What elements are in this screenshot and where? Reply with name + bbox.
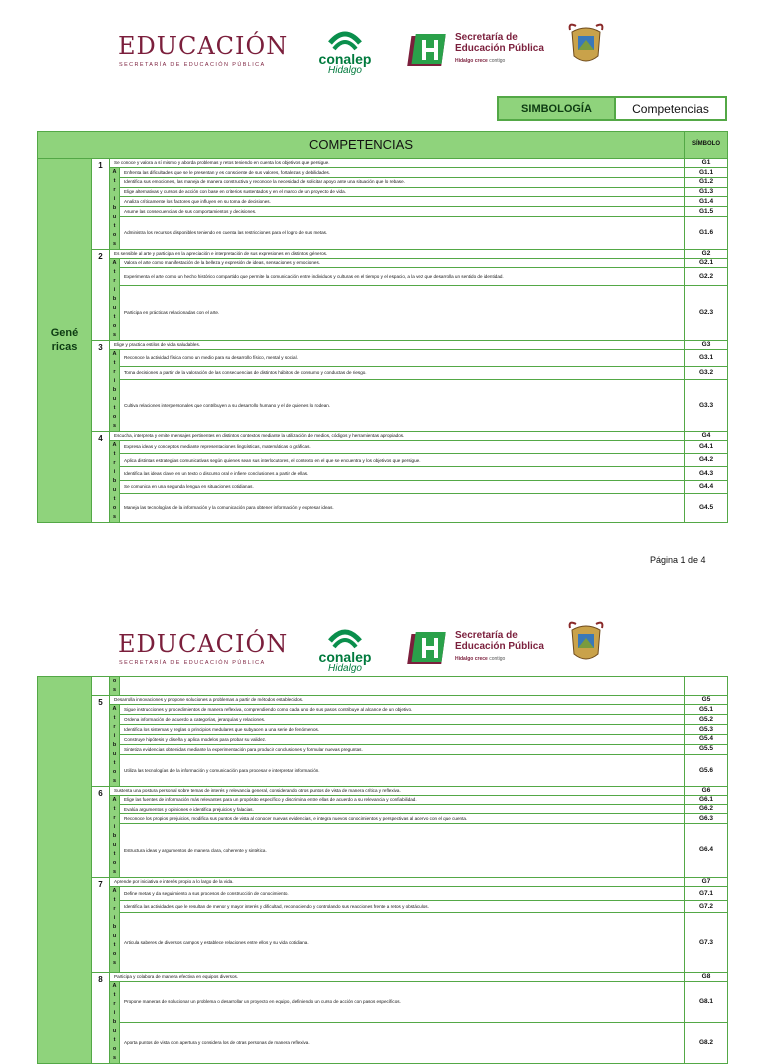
attribute-symbol: G2.2 bbox=[685, 268, 728, 285]
attribute-text: Reconoce los propios prejuicios, modifica sus puntos de vista al conocer nuevas evidencias, e integra nuevos conocimientos y perspectivas al acervo con el que cuenta. bbox=[120, 814, 685, 823]
attribute-row bbox=[38, 480, 728, 493]
attribute-text: Identifica las ideas clave en un texto o discurso oral e infiere conclusiones a partir de ellas. bbox=[120, 467, 685, 480]
conalep-name: conalep bbox=[318, 51, 372, 67]
competency-text: Desarrolla innovaciones y propone soluciones a problemas a partir de métodos establecidos. bbox=[110, 696, 685, 705]
attributes-label: A t r i b u t o s bbox=[110, 259, 120, 341]
competency-symbol: G4 bbox=[685, 432, 728, 441]
attribute-symbol: G1.4 bbox=[685, 197, 728, 207]
competency-symbol: G5 bbox=[685, 696, 728, 705]
attribute-row bbox=[38, 350, 728, 367]
sep-hidalgo-title bbox=[455, 630, 544, 652]
category-cell: Gené ricas bbox=[38, 159, 92, 523]
competency-row bbox=[38, 341, 728, 350]
attribute-text: Elige alternativas y cursos de acción con base en criterios sustentados y en el marco de un proyecto de vida. bbox=[120, 187, 685, 197]
conalep-emblem-icon bbox=[312, 25, 378, 53]
attribute-text: Identifica sus emociones, las maneja de manera constructiva y reconoce la necesidad de solicitar apoyo ante una situación que lo rebase. bbox=[120, 177, 685, 187]
attributes-label: A t r i b u t o s bbox=[110, 441, 120, 523]
attribute-symbol: G3.3 bbox=[685, 380, 728, 432]
attribute-symbol: G4.5 bbox=[685, 493, 728, 522]
attribute-text: Analiza críticamente los factores que influyen en su toma de decisiones. bbox=[120, 197, 685, 207]
attribute-text: Experimenta el arte como un hecho histórico compartido que permite la comunicación entre individuos y culturas en el tiempo y el espacio, a la vez que desarrolla un sentido de identidad. bbox=[120, 268, 685, 285]
attribute-text: Define metas y da seguimiento a sus procesos de construcción de conocimiento. bbox=[120, 887, 685, 901]
attribute-symbol: G5.6 bbox=[685, 754, 728, 786]
empty-num-cell bbox=[92, 677, 110, 696]
attribute-symbol: G7.3 bbox=[685, 913, 728, 973]
competency-number: 8 bbox=[92, 973, 110, 1064]
attribute-text: Toma decisiones a partir de la valoración de las consecuencias de distintos hábitos de consumo y conductas de riesgo. bbox=[120, 367, 685, 380]
attribute-symbol: G4.3 bbox=[685, 467, 728, 480]
competency-text: Se conoce y valora a sí mismo y aborda problemas y retos teniendo en cuenta los objetivos que persigue. bbox=[110, 159, 685, 168]
attributes-label-carryover: o s bbox=[110, 677, 120, 696]
symbology-box bbox=[497, 96, 727, 121]
competency-number: 2 bbox=[92, 250, 110, 341]
attribute-row bbox=[38, 724, 728, 734]
attribute-text: Sigue instrucciones y procedimientos de manera reflexiva, comprendiendo como cada uno de sus pasos contribuye al alcance de un objetivo. bbox=[120, 705, 685, 715]
attribute-symbol: G4.2 bbox=[685, 454, 728, 467]
attribute-symbol: G6.4 bbox=[685, 823, 728, 877]
attribute-symbol: G2.3 bbox=[685, 285, 728, 340]
competency-symbol: G1 bbox=[685, 159, 728, 168]
attribute-text: Valora el arte como manifestación de la belleza y expresión de ideas, sensaciones y emociones. bbox=[120, 259, 685, 268]
attribute-text: Enfrenta las dificultades que se le presentan y es consciente de sus valores, fortalezas y debilidades. bbox=[120, 168, 685, 178]
attribute-row bbox=[38, 887, 728, 901]
attribute-row bbox=[38, 197, 728, 207]
competency-symbol: G3 bbox=[685, 341, 728, 350]
sep-slogan bbox=[455, 656, 505, 662]
sep-title-line-1: Secretaría de bbox=[455, 32, 518, 43]
attribute-row bbox=[38, 814, 728, 823]
attribute-symbol: G1.2 bbox=[685, 177, 728, 187]
attribute-row bbox=[38, 493, 728, 522]
attributes-label: A t r i b u t o s bbox=[110, 705, 120, 787]
attribute-symbol: G5.1 bbox=[685, 705, 728, 715]
attributes-label: A t r i b u t o s bbox=[110, 982, 120, 1064]
attribute-symbol: G1.6 bbox=[685, 217, 728, 250]
carryover-row bbox=[38, 677, 728, 696]
slogan-b: contigo bbox=[489, 656, 506, 662]
category-cell bbox=[38, 677, 92, 1064]
attribute-symbol: G5.3 bbox=[685, 724, 728, 734]
competency-row bbox=[38, 787, 728, 796]
attribute-symbol: G5.4 bbox=[685, 734, 728, 744]
sep-slogan bbox=[455, 58, 505, 64]
slogan-a: Hidalgo crece bbox=[455, 58, 488, 64]
attribute-text: Participa en prácticas relacionadas con el arte. bbox=[120, 285, 685, 340]
competency-text: Participa y colabora de manera efectiva en equipos diversos. bbox=[110, 973, 685, 982]
conalep-name: conalep bbox=[318, 649, 372, 665]
hidalgo-h-logo-icon bbox=[410, 630, 448, 666]
attribute-row bbox=[38, 467, 728, 480]
competency-text: Escucha, interpreta y emite mensajes pertinentes en distintos contextos mediante la utilización de medios, códigos y herramientas apropiados. bbox=[110, 432, 685, 441]
competency-number: 6 bbox=[92, 787, 110, 878]
attribute-symbol: G1.5 bbox=[685, 207, 728, 217]
competency-text: Elige y practica estilos de vida saludables. bbox=[110, 341, 685, 350]
slogan-a: Hidalgo crece bbox=[455, 656, 488, 662]
attributes-label: A t r i b u t o s bbox=[110, 168, 120, 250]
competency-row bbox=[38, 696, 728, 705]
attribute-text: Cultiva relaciones interpersonales que contribuyen a su desarrollo humano y el de quienes lo rodean. bbox=[120, 380, 685, 432]
table-header-row bbox=[38, 132, 728, 159]
sep-federal-logo-subtitle: SECRETARÍA DE EDUCACIÓN PÚBLICA bbox=[119, 62, 266, 68]
hidalgo-state-seal-icon bbox=[566, 22, 606, 80]
attribute-row bbox=[38, 734, 728, 744]
attribute-text: Sintetiza evidencias obtenidas mediante la experimentación para producir conclusiones y formular nuevas preguntas. bbox=[120, 744, 685, 754]
page-number: Página 1 de 4 bbox=[650, 555, 706, 565]
attribute-text: Identifica las actividades que le resultan de menor y mayor interés y dificultad, reconociendo y controlando sus reacciones frente a retos y obstáculos. bbox=[120, 901, 685, 913]
attribute-row bbox=[38, 796, 728, 805]
attribute-symbol: G4.4 bbox=[685, 480, 728, 493]
attribute-row bbox=[38, 982, 728, 1023]
attribute-symbol: G1.1 bbox=[685, 168, 728, 178]
attribute-row bbox=[38, 823, 728, 877]
attribute-text: Asume las consecuencias de sus comportamientos y decisiones. bbox=[120, 207, 685, 217]
page-header bbox=[0, 20, 768, 80]
competency-number: 4 bbox=[92, 432, 110, 523]
attribute-row bbox=[38, 705, 728, 715]
conalep-state: Hidalgo bbox=[328, 65, 362, 76]
attribute-symbol: G8.2 bbox=[685, 1023, 728, 1064]
sep-hidalgo-title bbox=[455, 32, 544, 54]
conalep-logo bbox=[312, 623, 382, 678]
competency-text: Es sensible al arte y participa en la apreciación e interpretación de sus expresiones en distintos géneros. bbox=[110, 250, 685, 259]
conalep-state: Hidalgo bbox=[328, 663, 362, 674]
slogan-b: contigo bbox=[489, 58, 506, 64]
competency-number: 5 bbox=[92, 696, 110, 787]
attribute-row bbox=[38, 805, 728, 814]
symbol-column-header: SÍMBOLO bbox=[685, 132, 728, 159]
attribute-symbol: G6.3 bbox=[685, 814, 728, 823]
sep-title-line-1: Secretaría de bbox=[455, 630, 518, 641]
hidalgo-h-logo-icon bbox=[410, 32, 448, 68]
attributes-label: A t r i b u t o s bbox=[110, 887, 120, 973]
attribute-row bbox=[38, 454, 728, 467]
attribute-row bbox=[38, 259, 728, 268]
attribute-text: Identifica los sistemas y reglas o principios medulares que subyacen a una serie de fenómenos. bbox=[120, 724, 685, 734]
attribute-text: Estructura ideas y argumentos de manera clara, coherente y sintética. bbox=[120, 823, 685, 877]
attribute-row bbox=[38, 285, 728, 340]
attribute-text: Se comunica en una segunda lengua en situaciones cotidianas. bbox=[120, 480, 685, 493]
attribute-symbol: G7.1 bbox=[685, 887, 728, 901]
attribute-symbol: G3.1 bbox=[685, 350, 728, 367]
page-header-2 bbox=[0, 618, 768, 678]
attribute-symbol: G6.1 bbox=[685, 796, 728, 805]
attribute-text: Aporta puntos de vista con apertura y considera los de otras personas de manera reflexiva. bbox=[120, 1023, 685, 1064]
attribute-row bbox=[38, 1023, 728, 1064]
competency-symbol: G7 bbox=[685, 878, 728, 887]
attribute-text: Maneja las tecnologías de la información y la comunicación para obtener información y expresar ideas. bbox=[120, 493, 685, 522]
competency-number: 7 bbox=[92, 878, 110, 973]
attribute-text: Ordena información de acuerdo a categorías, jerarquías y relaciones. bbox=[120, 714, 685, 724]
sep-title-line-2: Educación Pública bbox=[455, 43, 544, 54]
competency-row bbox=[38, 250, 728, 259]
conalep-emblem-icon bbox=[312, 623, 378, 651]
attribute-row bbox=[38, 187, 728, 197]
attribute-text: Administra los recursos disponibles teniendo en cuenta las restricciones para el logro de sus metas. bbox=[120, 217, 685, 250]
attribute-row bbox=[38, 168, 728, 178]
attribute-row bbox=[38, 268, 728, 285]
attribute-row bbox=[38, 754, 728, 786]
competency-symbol: G6 bbox=[685, 787, 728, 796]
empty-symbol-cell bbox=[685, 677, 728, 696]
attribute-text: Articula saberes de diversos campos y establece relaciones entre ellos y su vida cotidiana. bbox=[120, 913, 685, 973]
attribute-symbol: G5.5 bbox=[685, 744, 728, 754]
conalep-logo bbox=[312, 25, 382, 80]
attribute-text: Evalúa argumentos y opiniones e identifica prejuicios y falacias. bbox=[120, 805, 685, 814]
attribute-row bbox=[38, 901, 728, 913]
attribute-row bbox=[38, 441, 728, 454]
attribute-symbol: G3.2 bbox=[685, 367, 728, 380]
competency-row bbox=[38, 878, 728, 887]
attribute-symbol: G8.1 bbox=[685, 982, 728, 1023]
empty-text-cell bbox=[120, 677, 685, 696]
attribute-row bbox=[38, 380, 728, 432]
attribute-row bbox=[38, 744, 728, 754]
attribute-text: Reconoce la actividad física como un medio para su desarrollo físico, mental y social. bbox=[120, 350, 685, 367]
competency-symbol: G8 bbox=[685, 973, 728, 982]
attribute-row bbox=[38, 207, 728, 217]
symbology-value: Competencias bbox=[632, 101, 709, 116]
attributes-label: A t r i b u t o s bbox=[110, 350, 120, 432]
competency-row bbox=[38, 432, 728, 441]
hidalgo-state-seal-icon bbox=[566, 620, 606, 678]
competency-number: 3 bbox=[92, 341, 110, 432]
attribute-text: Aplica distintas estrategias comunicativas según quienes sean sus interlocutores, el contexto en el que se encuentra y los objetivos que persigue. bbox=[120, 454, 685, 467]
competency-symbol: G2 bbox=[685, 250, 728, 259]
attribute-row bbox=[38, 367, 728, 380]
competency-row bbox=[38, 159, 728, 168]
attribute-row bbox=[38, 177, 728, 187]
attribute-row bbox=[38, 217, 728, 250]
sep-federal-logo-subtitle: SECRETARÍA DE EDUCACIÓN PÚBLICA bbox=[119, 660, 266, 666]
attribute-symbol: G7.2 bbox=[685, 901, 728, 913]
competency-row bbox=[38, 973, 728, 982]
sep-federal-logo-title: EDUCACIÓN bbox=[118, 32, 289, 60]
competency-number: 1 bbox=[92, 159, 110, 250]
sep-federal-logo-title: EDUCACIÓN bbox=[118, 630, 289, 658]
attribute-text: Elige las fuentes de información más relevantes para un propósito específico y discrimina entre ellas de acuerdo a su relevancia y confiabilidad. bbox=[120, 796, 685, 805]
attribute-text: Construye hipótesis y diseña y aplica modelos para probar su validez. bbox=[120, 734, 685, 744]
competency-text: Sustenta una postura personal sobre temas de interés y relevancia general, considerando otros puntos de vista de manera crítica y reflexiva. bbox=[110, 787, 685, 796]
competency-text: Aprende por iniciativa e interés propio a lo largo de la vida. bbox=[110, 878, 685, 887]
attributes-label: A t r i b u t o s bbox=[110, 796, 120, 878]
page-2 bbox=[0, 590, 768, 1061]
attribute-row bbox=[38, 714, 728, 724]
sep-title-line-2: Educación Pública bbox=[455, 641, 544, 652]
attribute-text: Propone maneras de solucionar un problema o desarrollar un proyecto en equipo, definiendo un curso de acción con pasos específicos. bbox=[120, 982, 685, 1023]
attribute-symbol: G2.1 bbox=[685, 259, 728, 268]
attribute-text: Utiliza las tecnologías de la información y comunicación para procesar e interpretar información. bbox=[120, 754, 685, 786]
competencies-table-page-2 bbox=[37, 676, 728, 1064]
attribute-text: Expresa ideas y conceptos mediante representaciones lingüísticas, matemáticas o gráficas. bbox=[120, 441, 685, 454]
attribute-symbol: G4.1 bbox=[685, 441, 728, 454]
attribute-symbol: G6.2 bbox=[685, 805, 728, 814]
table-title: COMPETENCIAS bbox=[38, 132, 685, 159]
attribute-symbol: G1.3 bbox=[685, 187, 728, 197]
attribute-symbol: G5.2 bbox=[685, 714, 728, 724]
symbology-label: SIMBOLOGÍA bbox=[499, 98, 616, 119]
competencies-table-page-1 bbox=[37, 131, 728, 523]
attribute-row bbox=[38, 913, 728, 973]
